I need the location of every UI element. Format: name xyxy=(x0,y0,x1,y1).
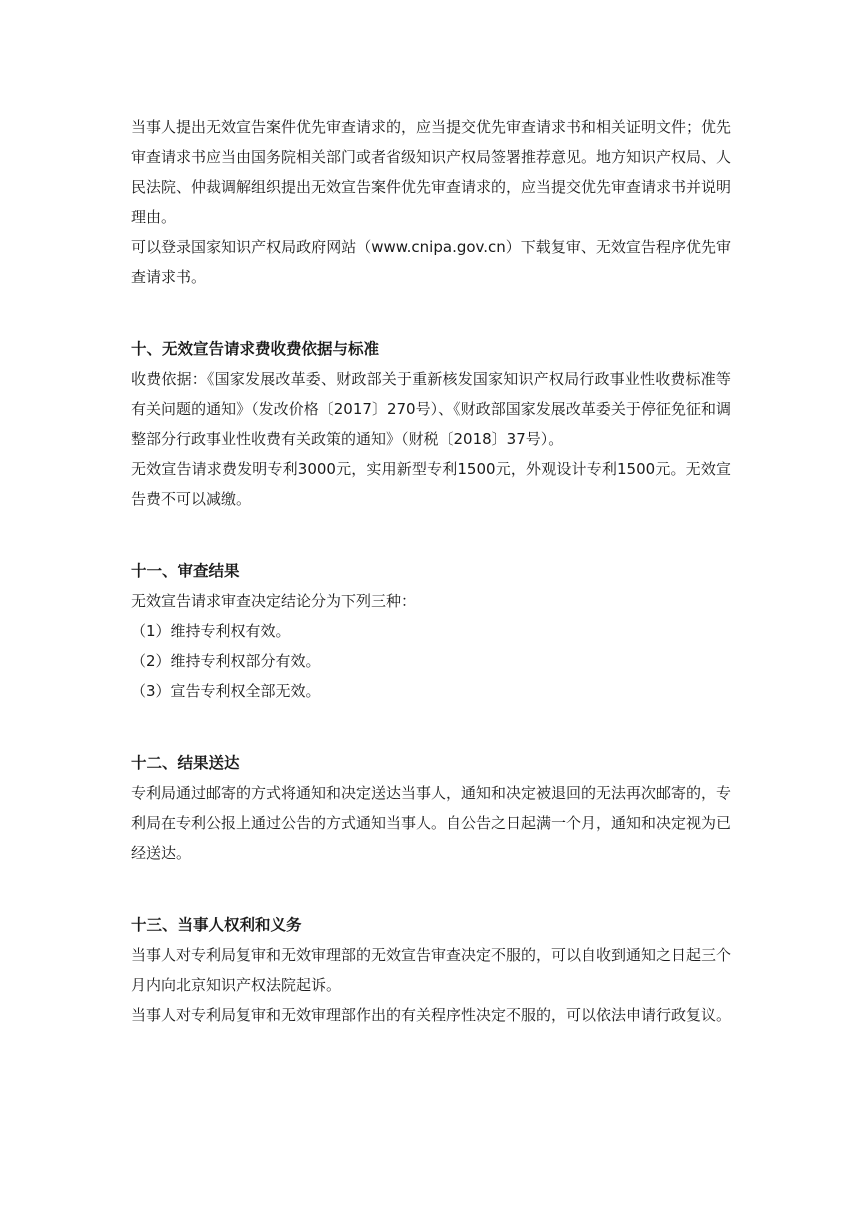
intro-paragraph: 当事人提出无效宣告案件优先审查请求的，应当提交优先审查请求书和相关证明文件；优先审查请求书应当由国务院相关部门或者省级知识产权局签署推荐意见。地方知识产权局、人民法院、仲裁调解组织提出无效宣告案件优先审查请求的，应当提交优先审查请求书并说明理由。 xyxy=(131,118,732,226)
section-fee-basis xyxy=(131,334,731,514)
section-paragraph: 当事人对专利局复审和无效审理部作出的有关程序性决定不服的，可以依法申请行政复议。 xyxy=(131,1006,732,1024)
section-title: 十一、审查结果 xyxy=(131,562,240,580)
section-paragraph: 当事人对专利局复审和无效审理部的无效宣告审查决定不服的，可以自收到通知之日起三个月内向北京知识产权法院起诉。 xyxy=(131,946,732,994)
section-gap xyxy=(131,706,731,748)
section-exam-result xyxy=(131,556,731,706)
intro-paragraph: 可以登录国家知识产权局政府网站（www.cnipa.gov.cn）下载复审、无效宣告程序优先审查请求书。 xyxy=(131,238,731,286)
section-title: 十二、结果送达 xyxy=(131,754,240,772)
section-gap xyxy=(131,514,731,556)
section-gap xyxy=(131,868,731,910)
section-rights-obligations xyxy=(131,910,731,1030)
section-gap xyxy=(131,292,731,334)
list-item: （2）维持专利权部分有效。 xyxy=(131,652,321,670)
section-delivery xyxy=(131,748,731,868)
section-paragraph: 专利局通过邮寄的方式将通知和决定送达当事人，通知和决定被退回的无法再次邮寄的，专利局在专利公报上通过公告的方式通知当事人。自公告之日起满一个月，通知和决定视为已经送达。 xyxy=(131,784,732,862)
section-title: 十三、当事人权利和义务 xyxy=(131,916,302,934)
list-item: （1）维持专利权有效。 xyxy=(131,622,291,640)
list-item: （3）宣告专利权全部无效。 xyxy=(131,682,321,700)
section-paragraph: 无效宣告请求审查决定结论分为下列三种： xyxy=(131,592,417,610)
intro-block xyxy=(131,112,731,292)
section-title: 十、无效宣告请求费收费依据与标准 xyxy=(131,340,380,358)
section-paragraph: 收费依据：《国家发展改革委、财政部关于重新核发国家知识产权局行政事业性收费标准等有关问题的通知》（发改价格〔2017〕270号）、《财政部国家发展改革委关于停征免征和调整部分行政事业性收费有关政策的通知》（财税〔2018〕37号）。 xyxy=(131,370,731,448)
document-body xyxy=(131,112,731,1030)
section-paragraph: 无效宣告请求费发明专利3000元，实用新型专利1500元，外观设计专利1500元。无效宣告费不可以减缴。 xyxy=(131,460,731,508)
